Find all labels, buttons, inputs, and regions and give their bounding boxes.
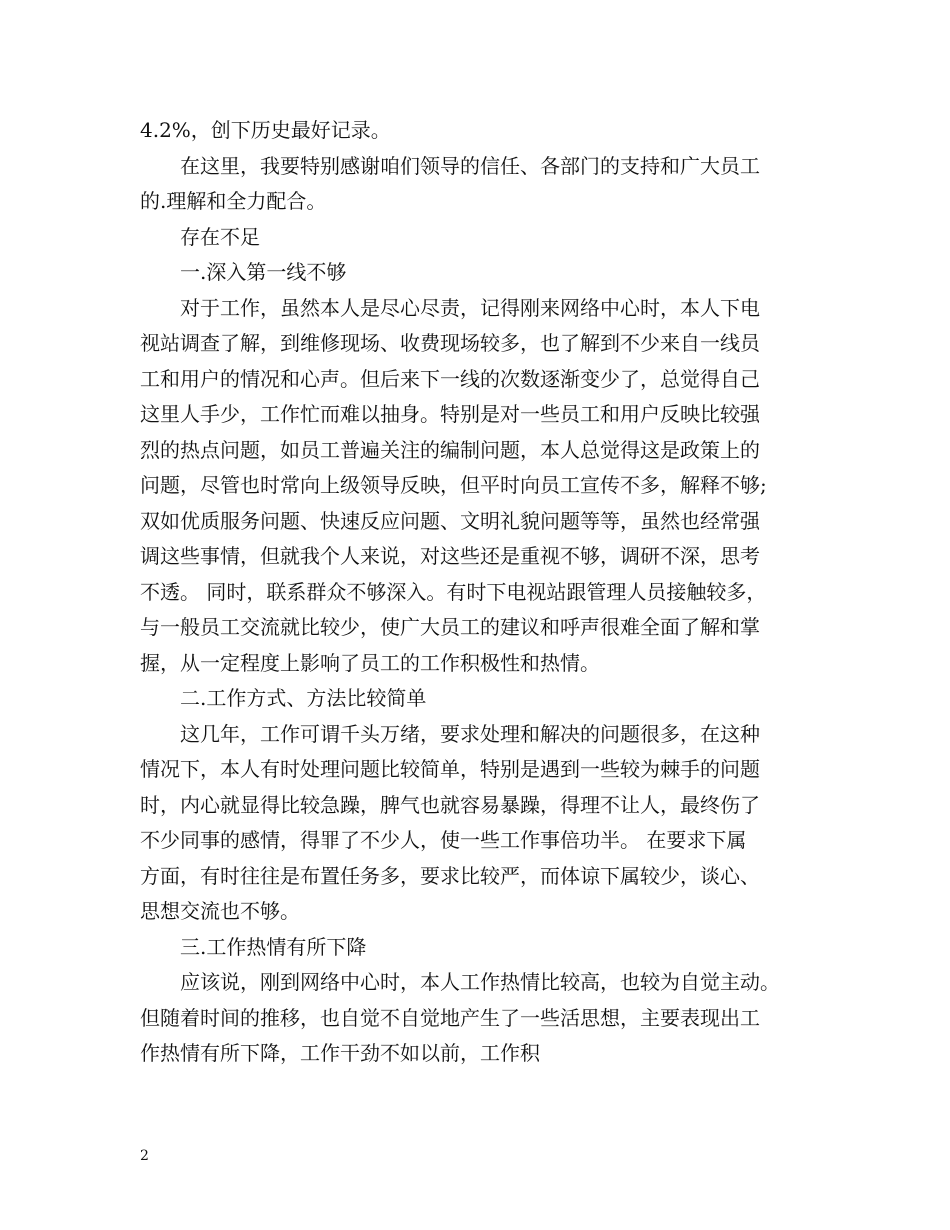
document-body — [140, 113, 830, 1072]
text-line: 与一般员工交流就比较少，使广大员工的建议和呼声很难全面了解和掌 — [140, 615, 760, 639]
text-line: 问题，尽管也时常向上级领导反映，但平时向员工宣传不多，解释不够; — [140, 473, 767, 497]
text-line: 但随着时间的推移，也自觉不自觉地产生了一些活思想，主要表现出工 — [140, 1005, 760, 1030]
text-line: 双如优质服务问题、快速反应问题、文明礼貌问题等等，虽然也经常强 — [140, 508, 760, 533]
text-line: 不透。 同时，联系群众不够深入。有时下电视站跟管理人员接触较多， — [140, 579, 767, 604]
text-line: 视站调查了解，到维修现场、收费现场较多，也了解到不少来自一线员 — [140, 331, 760, 355]
text-line: 这里人手少，工作忙而难以抽身。特别是对一些员工和用户反映比较强 — [140, 402, 760, 426]
text-line: 调这些事情，但就我个人来说，对这些还是重视不够，调研不深，思考 — [140, 544, 760, 568]
section-heading: 三.工作热情有所下降 — [180, 934, 367, 959]
text-line: 时，内心就显得比较急躁，脾气也就容易暴躁，得理不让人，最终伤了 — [140, 792, 760, 817]
text-line: 不少同事的感情，得罪了不少人，使一些工作事倍功半。 在要求下属 — [140, 828, 747, 852]
text-line: 作热情有所下降，工作干劲不如以前，工作积 — [140, 1041, 540, 1065]
text-line: 握，从一定程度上影响了员工的工作积极性和热情。 — [140, 650, 600, 675]
text-line: 应该说，刚到网络中心时，本人工作热情比较高，也较为自觉主动。 — [180, 970, 780, 994]
section-heading: 一.深入第一线不够 — [180, 260, 347, 284]
text-line: 方面，有时往往是布置任务多，要求比较严，而体谅下属较少，谈心、 — [140, 863, 760, 888]
section-heading: 存在不足 — [180, 224, 260, 249]
text-line: 烈的热点问题，如员工普遍关注的编制问题，本人总觉得这是政策上的 — [140, 437, 760, 462]
page-number: 2 — [140, 1148, 149, 1164]
text-line: 工和用户的情况和心声。但后来下一线的次数逐渐变少了，总觉得自己 — [140, 366, 760, 391]
text-line: 情况下，本人有时处理问题比较简单，特别是遇到一些较为棘手的问题 — [140, 757, 760, 781]
text-line: 思想交流也不够。 — [140, 899, 300, 923]
text-line: 的.理解和全力配合。 — [140, 189, 327, 213]
text-line: 对于工作，虽然本人是尽心尽责，记得刚来网络中心时，本人下电 — [180, 295, 760, 320]
text-line: 在这里，我要特别感谢咱们领导的信任、各部门的支持和广大员工 — [180, 153, 760, 178]
text-line: 4.2%，创下历史最好记录。 — [140, 118, 391, 142]
section-heading: 二.工作方式、方法比较简单 — [180, 686, 427, 710]
text-line: 这几年，工作可谓千头万绪，要求处理和解决的问题很多，在这种 — [180, 721, 760, 746]
